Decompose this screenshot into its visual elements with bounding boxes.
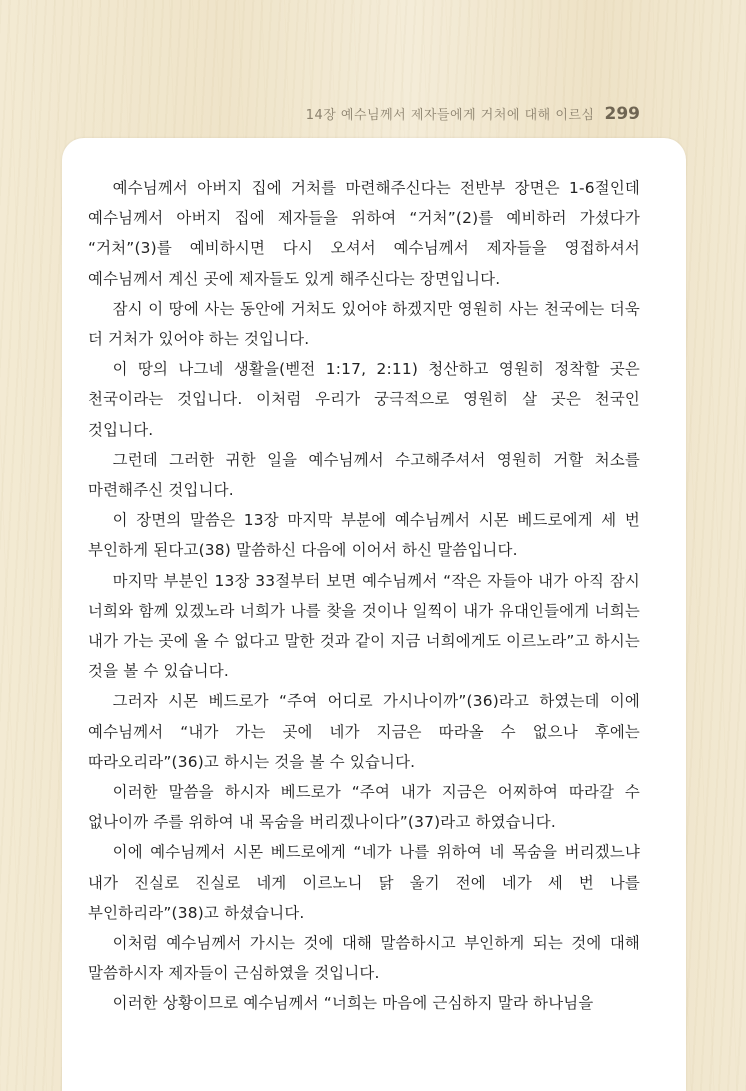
paragraph-5: 이 장면의 말씀은 13장 마지막 부분에 예수님께서 시몬 베드로에게 세 번 부인하게 된다고(38) 말씀하신 다음에 이어서 하신 말씀입니다. [88, 511, 640, 560]
paragraph-6: 마지막 부분인 13장 33절부터 보면 예수님께서 “작은 자들아 내가 아직 잠시 너희와 함께 있겠노라 너희가 나를 찾을 것이나 일찍이 내가 유대인들에게 너희는 내가 가는 곳에 올 수 없다고 말한 것과 같이 지금 너희에게도 이르노라”고 하시는 것을 볼 수 있습니다. [88, 571, 640, 681]
paragraph-1: 예수님께서 아버지 집에 거처를 마련해주신다는 전반부 장면은 1-6절인데 예수님께서 아버지 집에 제자들을 위하여 “거처”(2)를 예비하러 가셨다가 “거처”(3)를 예비하시면 다시 오셔서 예수님께서 제자들을 영접하셔서 예수님께서 계신 곳에 제자들도 있게 해주신다는 장면입니다. [88, 179, 640, 288]
paragraph-2: 잠시 이 땅에 사는 동안에 거처도 있어야 하겠지만 영원히 사는 천국에는 더욱 더 거처가 있어야 하는 것입니다. [88, 299, 640, 349]
paragraph-10: 이처럼 예수님께서 가시는 것에 대해 말씀하시고 부인하게 되는 것에 대해 말씀하시자 제자들이 근심하였을 것입니다. [88, 934, 640, 983]
chapter-title: 14장 예수님께서 제자들에게 거처에 대해 이르심 [305, 108, 595, 123]
paragraph-3: 이 땅의 나그네 생활을(벧전 1:17, 2:11) 청산하고 영원히 정착할 곳은 천국이라는 것입니다. 이처럼 우리가 궁극적으로 영원히 살 곳은 천국인 것입니다. [88, 360, 640, 439]
page-number: 299 [604, 104, 640, 124]
body-text [88, 173, 640, 1019]
paragraph-8: 이러한 말씀을 하시자 베드로가 “주여 내가 지금은 어찌하여 따라갈 수 없나이까 주를 위하여 내 목숨을 버리겠나이다”(37)라고 하였습니다. [88, 783, 640, 832]
paragraph-11: 이러한 상황이므로 예수님께서 “너희는 마음에 근심하지 말라 하나님을 [112, 994, 594, 1013]
paragraph-9: 이에 예수님께서 시몬 베드로에게 “네가 나를 위하여 네 목숨을 버리겠느냐 내가 진실로 진실로 네게 이르노니 닭 울기 전에 네가 세 번 나를 부인하리라”(38)고 하셨습니다. [88, 843, 640, 922]
paragraph-4: 그런데 그러한 귀한 일을 예수님께서 수고해주셔서 영원히 거할 처소를 마련해주신 것입니다. [88, 450, 640, 500]
running-header [306, 104, 640, 124]
paragraph-7: 그러자 시몬 베드로가 “주여 어디로 가시나이까”(36)라고 하였는데 이에 예수님께서 “내가 가는 곳에 네가 지금은 따라올 수 없으나 후에는 따라오리라”(36)고 하시는 것을 볼 수 있습니다. [88, 692, 640, 771]
